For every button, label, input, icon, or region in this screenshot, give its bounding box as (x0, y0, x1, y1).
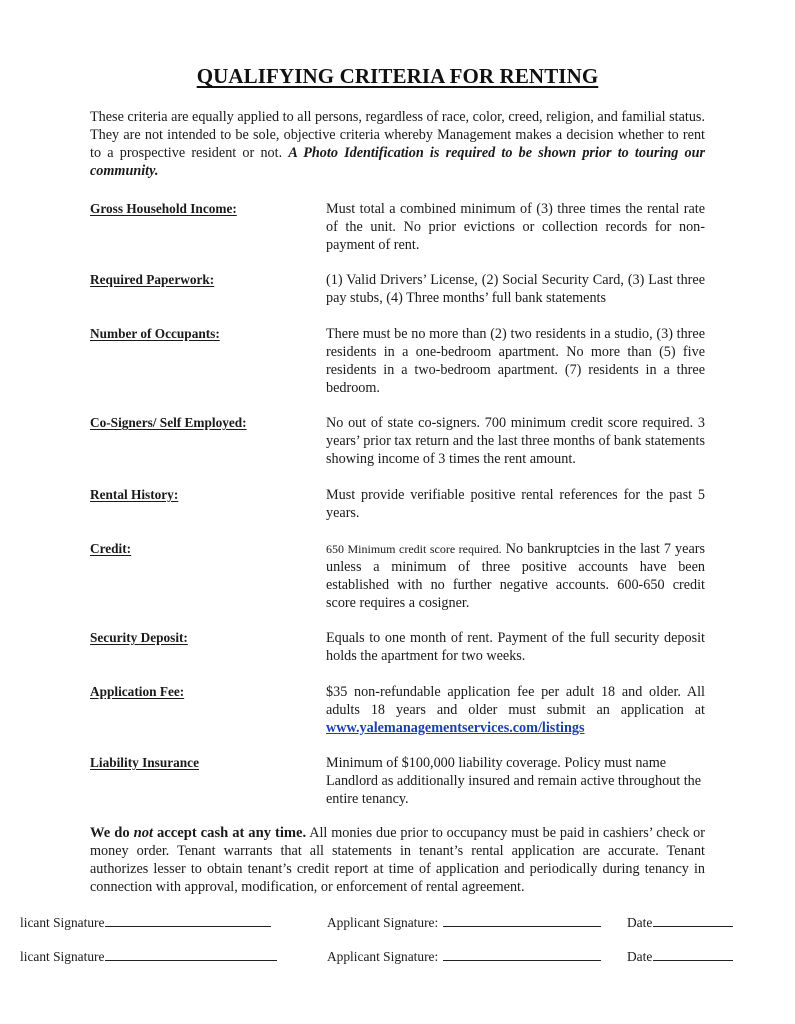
no-cash-post: accept cash at any time. (153, 825, 307, 841)
criteria-value: Must total a combined minimum of (3) three times the rental rate of the unit. No prior evictions or collection records for non-payment of rent. (326, 201, 705, 253)
criteria-value (326, 683, 705, 737)
application-fee-text: $35 non-refundable application fee per adult 18 and older. All adults 18 years and older must submit an application at (326, 684, 705, 718)
date-label: Date (627, 915, 653, 930)
date-label: Date (627, 949, 653, 964)
signature-field-middle[interactable] (327, 914, 601, 931)
signature-line[interactable] (443, 914, 601, 927)
signature-line[interactable] (105, 948, 277, 961)
signature-line[interactable] (105, 914, 271, 927)
signature-field-left[interactable] (20, 914, 271, 931)
listings-link[interactable]: www.yalemanagementservices.com/listings (326, 720, 585, 736)
date-field[interactable] (627, 948, 733, 965)
criteria-label: Rental History: (90, 487, 179, 502)
criteria-label: Security Deposit: (90, 630, 188, 645)
criteria-label: Credit: (90, 541, 132, 556)
date-line[interactable] (653, 948, 733, 961)
signature-field-middle[interactable] (327, 948, 601, 965)
criteria-label: Application Fee: (90, 684, 185, 699)
credit-minimum-note: 650 Minimum credit score required. (326, 542, 502, 556)
criteria-value (326, 540, 705, 612)
signature-label: licant Signature (20, 949, 105, 964)
credit-detail: No bankruptcies in the last 7 years unless a minimum of three positive accounts have been established with no further negative accounts. 600-650 credit score requires a cosigner. (326, 541, 705, 611)
date-line[interactable] (653, 914, 733, 927)
no-cash-emphasis: not (133, 825, 154, 841)
signature-label: Applicant Signature: (327, 949, 442, 964)
signature-line[interactable] (443, 948, 601, 961)
criteria-value: There must be no more than (2) two residents in a studio, (3) three residents in a one-bedroom apartment. No more than (5) five residents in a two-bedroom apartment. (7) residents in a three bedroom. (326, 326, 705, 396)
no-cash-notice (90, 825, 306, 841)
date-field[interactable] (627, 914, 733, 931)
signature-label: licant Signature (20, 915, 105, 930)
criteria-label: Gross Household Income: (90, 201, 237, 216)
page-title: QUALIFYING CRITERIA FOR RENTING (196, 64, 599, 88)
criteria-value: Minimum of $100,000 liability coverage. Policy must name Landlord as additionally insured and remain active throughout the entire tenancy. (326, 755, 702, 807)
criteria-label: Co-Signers/ Self Employed: (90, 415, 247, 430)
signature-field-left[interactable] (20, 948, 277, 965)
criteria-value: Equals to one month of rent. Payment of the full security deposit holds the apartment for two weeks. (326, 630, 705, 664)
criteria-value: Must provide verifiable positive rental references for the past 5 years. (326, 487, 705, 521)
payment-terms-paragraph (90, 824, 705, 896)
criteria-value: No out of state co-signers. 700 minimum credit score required. 3 years’ prior tax return and the last three months of bank statements showing income of 3 times the rent amount. (326, 415, 705, 467)
criteria-label: Liability Insurance (90, 755, 199, 770)
intro-paragraph (90, 108, 705, 180)
signature-label: Applicant Signature: (327, 915, 442, 930)
signature-row-1 (0, 914, 795, 934)
intro-text: These criteria are equally applied to all persons, regardless of race, color, creed, religion, and familial status. They are not intended to be sole, objective criteria whereby Management makes a decision whether to rent to a prospective resident or not. (90, 109, 705, 161)
payment-terms-text: All monies due prior to occupancy must be paid in cashiers’ check or money order. Tenant warrants that all statements in tenant’s rental application are accurate. Tenant authorizes lesser to obtain tenant’s credit report at time of application and periodically during tenancy in connection with approval, modification, or enforcement of rental agreement. (90, 825, 705, 895)
signature-row-2 (0, 948, 795, 968)
criteria-value: (1) Valid Drivers’ License, (2) Social Security Card, (3) Last three pay stubs, (4) Three months’ full bank statements (326, 272, 705, 306)
criteria-label: Number of Occupants: (90, 326, 220, 341)
no-cash-pre: We do (90, 825, 134, 841)
intro-emphasis: A Photo Identification is required to be shown prior to touring our community. (90, 145, 706, 179)
criteria-label: Required Paperwork: (90, 272, 215, 287)
